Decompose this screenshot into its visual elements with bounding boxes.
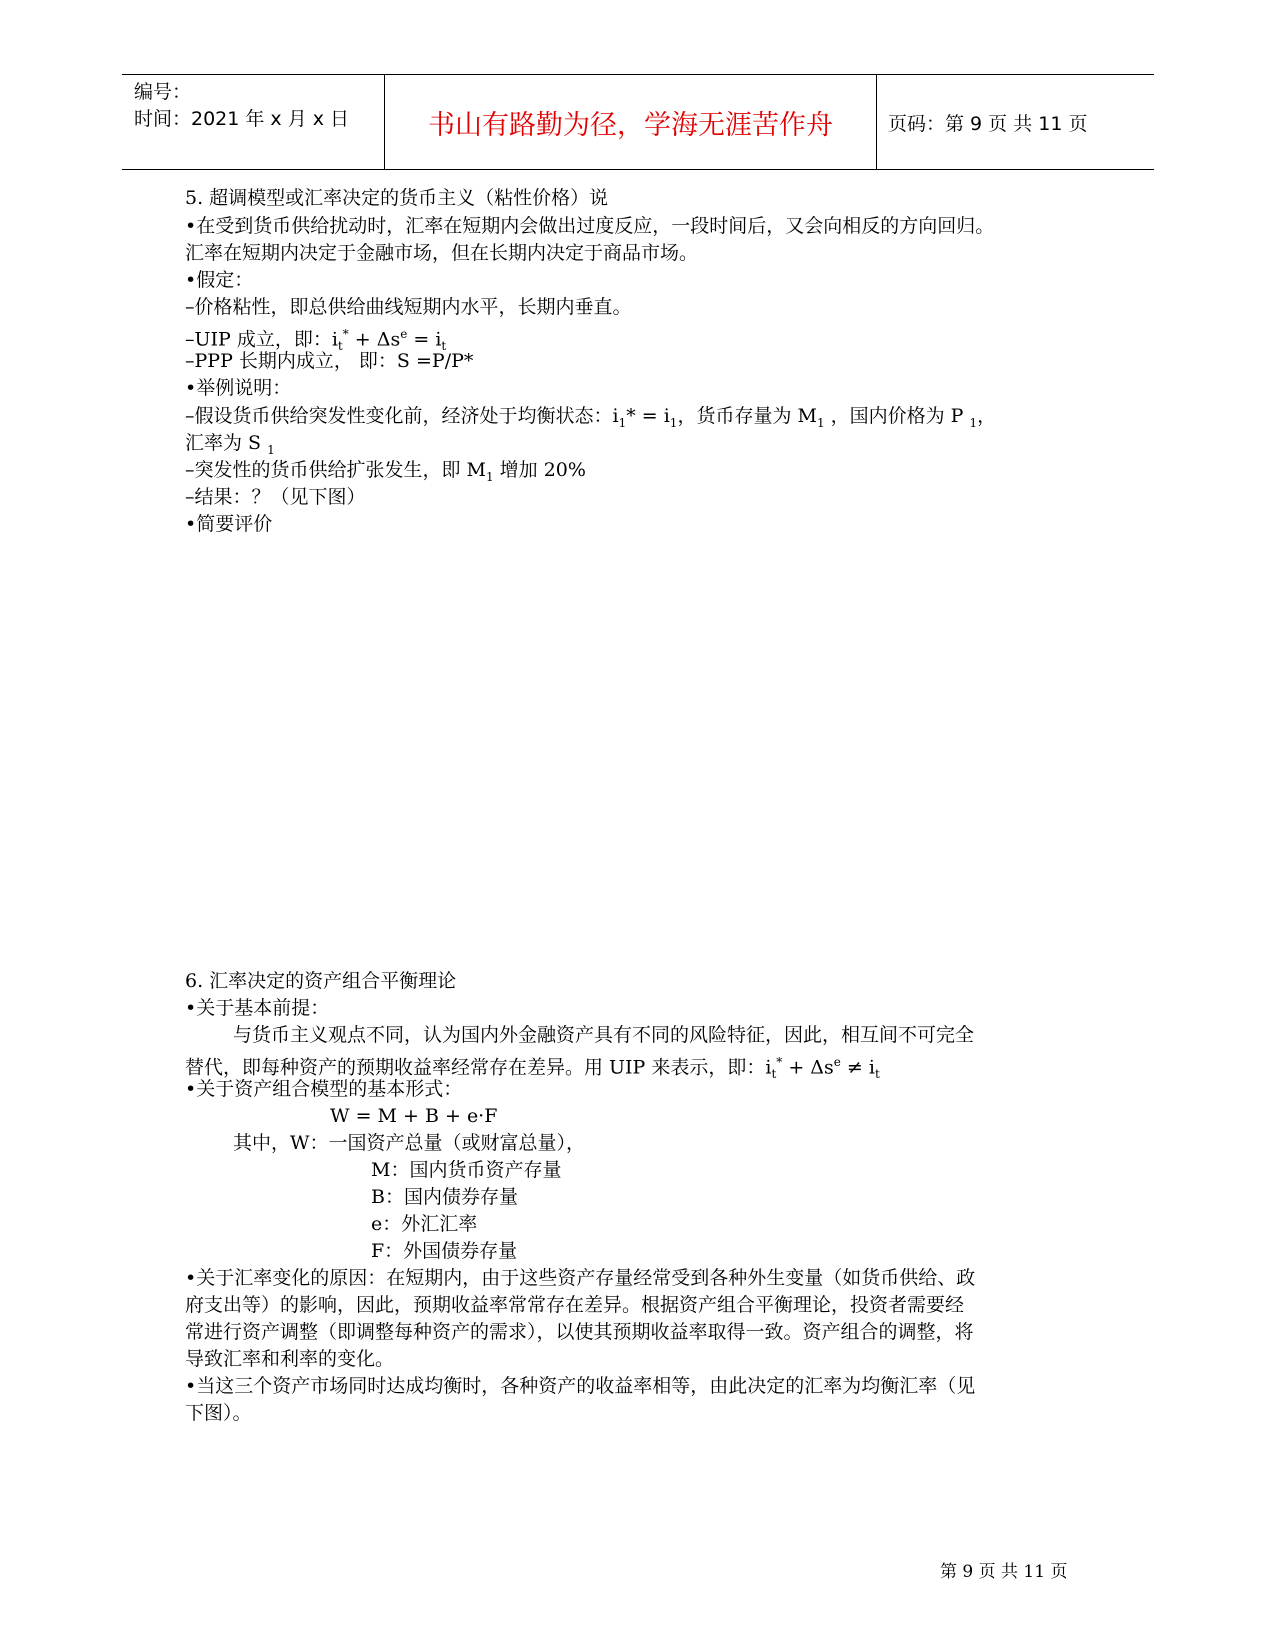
example-line: 汇率为 S $_1$ xyxy=(185,432,275,457)
definition-line: 其中，W：一国资产总量（或财富总量）， xyxy=(233,1132,586,1154)
paragraph-line: 常进行资产调整（即调整每种资产的需求），以使其预期收益率取得一致。资产组合的调整，将 xyxy=(185,1321,974,1343)
paragraph-line: •在受到货币供给扰动时，汇率在短期内会做出过度反应，一段时间后，又会向相反的方向回归。 xyxy=(185,215,995,237)
paragraph-line: 替代，即每种资产的预期收益率经常存在差异。用 UIP 来表示，即：$i_t^* + \Delta s^e \ne i_t$ xyxy=(185,1055,880,1082)
section-6-title: 6. 汇率决定的资产组合平衡理论 xyxy=(185,970,457,992)
result-line: –结果：？（见下图） xyxy=(185,486,366,508)
shock-line: –突发性的货币供给扩张发生，即 $M_1$ 增加 20% xyxy=(185,459,586,484)
evaluation-heading: •简要评价 xyxy=(185,513,273,535)
document-number-label: 编号： xyxy=(134,81,192,103)
assumption-sticky-price: –价格粘性，即总供给曲线短期内水平，长期内垂直。 xyxy=(185,296,632,318)
example-line: –假设货币供给突发性变化前，经济处于均衡状态：$i_1* = i_1$，货币存量为 $M_1$ ，国内价格为 P $_1$， xyxy=(185,405,997,430)
paragraph-line: 导致汇率和利率的变化。 xyxy=(185,1348,395,1370)
page-header xyxy=(122,74,1154,170)
model-heading: •关于资产组合模型的基本形式： xyxy=(185,1078,463,1100)
definition-line: M：国内货币资产存量 xyxy=(371,1159,562,1181)
document-date-label: 时间：2021 年 x 月 x 日 xyxy=(134,108,350,130)
assumption-heading: •假定： xyxy=(185,269,254,291)
paragraph-line: 汇率在短期内决定于金融市场，但在长期内决定于商品市场。 xyxy=(185,242,699,264)
paragraph-line: 与货币主义观点不同，认为国内外金融资产具有不同的风险特征，因此，相互间不可完全 xyxy=(233,1024,975,1046)
page-footer: 第 9 页 共 11 页 xyxy=(940,1562,1068,1582)
assumption-ppp: –PPP 长期内成立， 即：S =P/P* xyxy=(185,350,474,372)
definition-line: B：国内债券存量 xyxy=(371,1186,518,1208)
paragraph-line: 下图）。 xyxy=(185,1402,252,1424)
wealth-formula: W = M + B + e·F xyxy=(330,1105,498,1127)
assumption-uip: –UIP 成立，即：$i_t^* + \Delta s^e = i_t$ xyxy=(185,327,447,354)
definition-line: F：外国债券存量 xyxy=(371,1240,518,1262)
paragraph-line: 府支出等）的影响，因此，预期收益率常常存在差异。根据资产组合平衡理论，投资者需要经 xyxy=(185,1294,965,1316)
definition-line: e：外汇汇率 xyxy=(371,1213,478,1235)
header-page-indicator: 页码：第 9 页 共 11 页 xyxy=(888,112,1088,135)
section-5-title: 5. 超调模型或汇率决定的货币主义（粘性价格）说 xyxy=(185,187,609,209)
paragraph-line: •当这三个资产市场同时达成均衡时，各种资产的收益率相等，由此决定的汇率为均衡汇率（见 xyxy=(185,1375,976,1397)
premise-heading: •关于基本前提： xyxy=(185,997,330,1019)
header-pager-cell xyxy=(876,75,1154,169)
paragraph-line: •关于汇率变化的原因：在短期内，由于这些资产存量经常受到各种外生变量（如货币供给、政 xyxy=(185,1267,976,1289)
header-motto-cell xyxy=(384,75,877,169)
header-info-cell xyxy=(122,75,384,169)
example-heading: •举例说明： xyxy=(185,377,292,399)
motto-text: 书山有路勤为径，学海无涯苦作舟 xyxy=(428,109,833,141)
